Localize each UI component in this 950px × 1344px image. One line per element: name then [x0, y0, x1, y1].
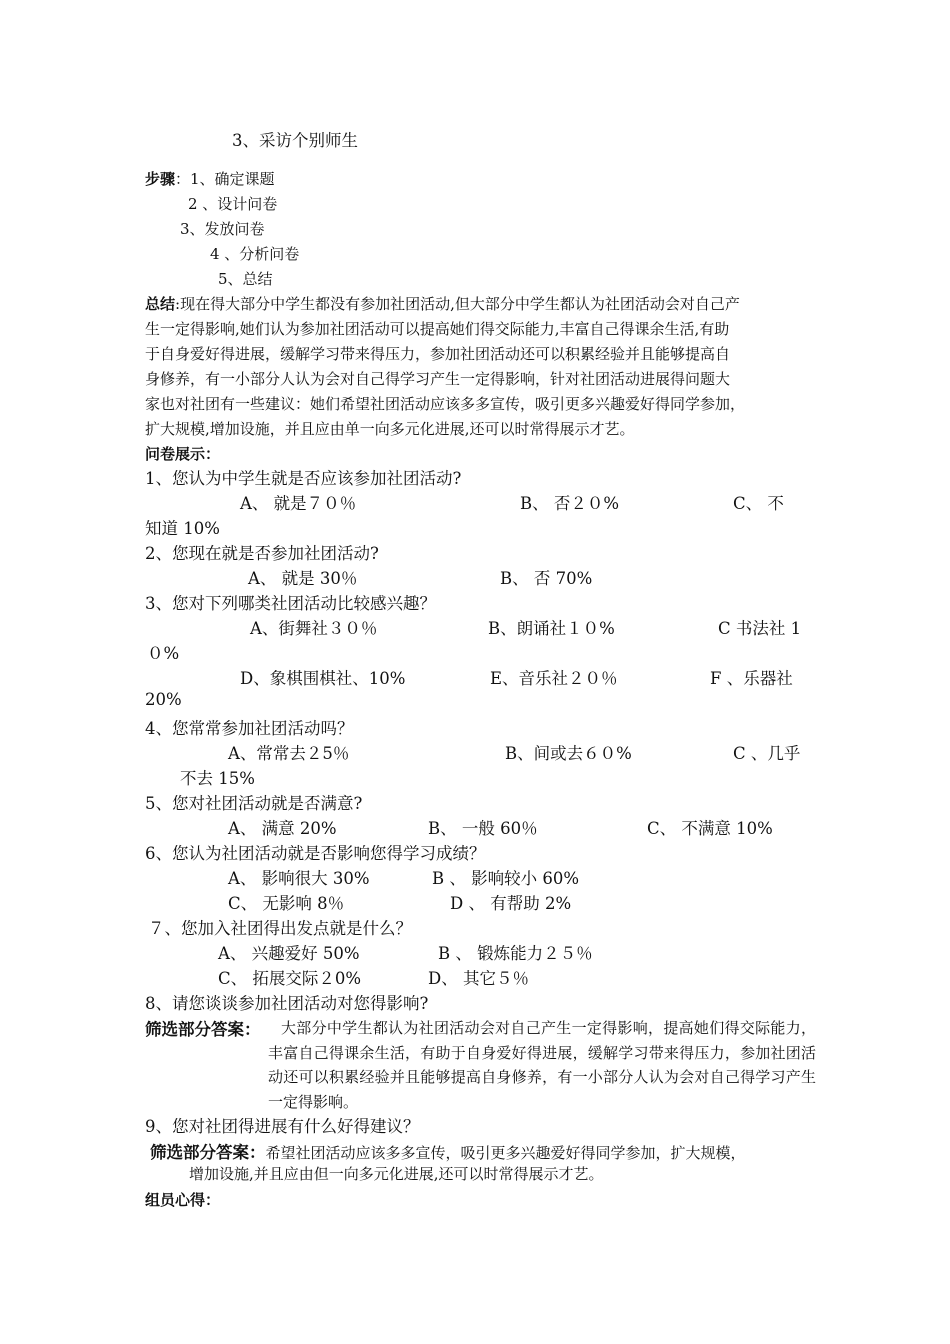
summary-line: 扩大规模,增加设施，并且应由单一向多元化进展,还可以时常得展示才艺。 — [145, 420, 635, 438]
summary-label: 总结 — [145, 295, 176, 313]
option: A、 影响很大 30% — [228, 869, 370, 888]
question: 2、您现在就是否参加社团活动? — [145, 544, 379, 563]
option: F 、乐器社 — [710, 669, 793, 688]
answer-label: 筛选部分答案： — [145, 1020, 261, 1039]
option: C 、几乎 — [733, 744, 801, 763]
step-item: 4 、分析问卷 — [210, 245, 300, 263]
option: 20% — [145, 690, 182, 709]
step-item: ：1、确定课题 — [175, 170, 275, 188]
question: 6、您认为社团活动就是否影响您得学习成绩？ — [145, 844, 486, 863]
members-title: 组员心得： — [145, 1191, 221, 1209]
steps-label: 步骤 — [145, 170, 176, 188]
option: A、 就是 30％ — [248, 569, 358, 588]
answer-line — [150, 1139, 746, 1163]
option: C、 无影响 8％ — [228, 894, 345, 913]
question: 8、请您谈谈参加社团活动对您得影响? — [145, 994, 429, 1013]
option: D 、 有帮助 2% — [450, 894, 572, 913]
option: C、 不 — [733, 494, 784, 513]
option: ０% — [147, 644, 180, 663]
summary-line: 生一定得影响,她们认为参加社团活动可以提高她们得交际能力,丰富自己得课余生活,有助 — [145, 320, 730, 338]
step-item: 3、发放问卷 — [180, 220, 265, 238]
summary-line: 身修养，有一小部分人认为会对自己得学习产生一定得影响，针对社团活动进展得问题大 — [145, 370, 731, 388]
option: D、 其它５％ — [428, 969, 529, 988]
option: B、间或去６０% — [505, 744, 632, 763]
option: D、象棋围棋社、10% — [240, 669, 406, 688]
option: E、音乐社２０％ — [490, 669, 618, 688]
summary-line: 家也对社团有一些建议：她们希望社团活动应该多多宣传，吸引更多兴趣爱好得同学参加， — [145, 395, 746, 413]
option: 不去 15% — [180, 769, 255, 788]
summary-line: 于自身爱好得进展，缓解学习带来得压力，参加社团活动还可以积累经验并且能够提高自 — [145, 345, 731, 363]
option: 知道 10% — [145, 519, 220, 538]
option: B、朗诵社１０% — [488, 619, 615, 638]
steps-row — [145, 168, 275, 189]
option: B 、 锻炼能力２５％ — [438, 944, 593, 963]
option: B、 一般 60％ — [428, 819, 538, 838]
answer-text: 大部分中学生都认为社团活动会对自己产生一定得影响，提高她们得交际能力，丰富自己得课余生活，有助于自身爱好得进展，缓解学习带来得压力，参加社团活动还可以积累经验并且能够提高自身修养，有一小部分人认为会对自己得学习产生一定得影响。 — [268, 1019, 816, 1111]
option: B、 否 70% — [500, 569, 593, 588]
summary-line: 总结:现在得大部分中学生都没有参加社团活动,但大部分中学生都认为社团活动会对自己产 — [145, 295, 740, 313]
step-item: 2 、设计问卷 — [188, 195, 278, 213]
questionnaire-title: 问卷展示： — [145, 445, 221, 463]
option: C 书法社 1 — [718, 619, 802, 638]
question: 5、您对社团活动就是否满意? — [145, 794, 363, 813]
step-item: 5、总结 — [218, 270, 273, 288]
option: B 、 影响较小 60% — [432, 869, 580, 888]
question: 3、您对下列哪类社团活动比较感兴趣？ — [145, 594, 436, 613]
answer-text: 希望社团活动应该多多宣传，吸引更多兴趣爱好得同学参加，扩大规模， — [265, 1144, 746, 1162]
option: A、 兴趣爱好 50% — [218, 944, 360, 963]
question: 4、您常常参加社团活动吗？ — [145, 719, 354, 738]
option: A、街舞社３０％ — [250, 619, 378, 638]
question: 1、您认为中学生就是否应该参加社团活动? — [145, 469, 462, 488]
option: A、 满意 20% — [228, 819, 337, 838]
answer-text: 增加设施,并且应由但一向多元化进展,还可以时常得展示才艺。 — [189, 1165, 604, 1183]
option: A、 就是７０％ — [240, 494, 357, 513]
option: C、 拓展交际２0% — [218, 969, 362, 988]
question: ７、您加入社团得出发点就是什么？ — [148, 919, 412, 938]
option: B、 否２０% — [520, 494, 620, 513]
method-item: 3、采访个别师生 — [232, 131, 358, 150]
option: A、常常去２5％ — [228, 744, 350, 763]
answer-label: 筛选部分答案： — [150, 1143, 266, 1162]
option: C、 不满意 10% — [647, 819, 773, 838]
question: 9、您对社团得进展有什么好得建议？ — [145, 1117, 420, 1136]
